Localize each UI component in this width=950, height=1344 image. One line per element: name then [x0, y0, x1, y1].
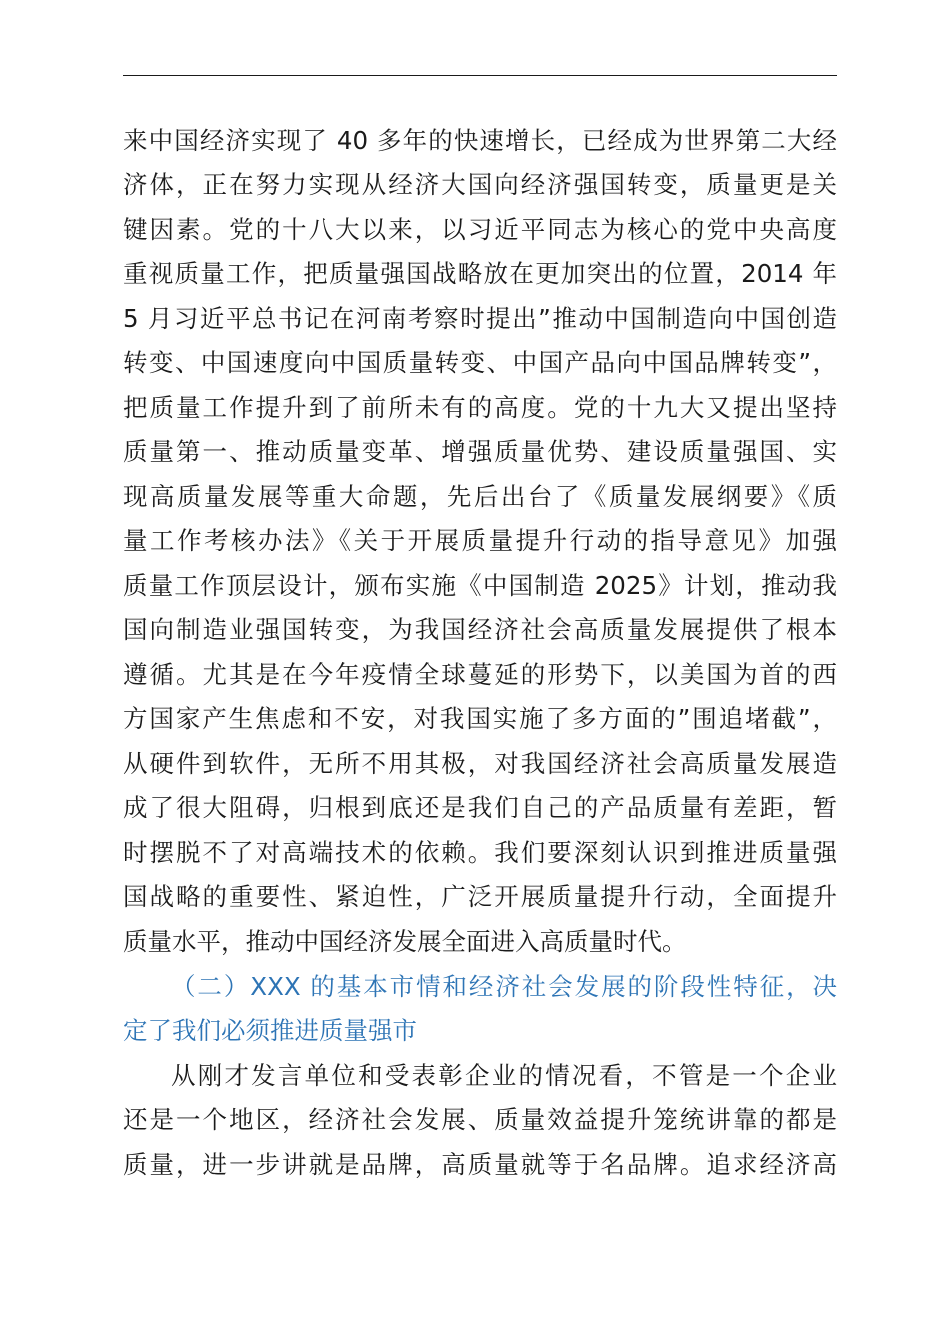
paragraph-1-line-8: 质量第一、推动质量变革、增强质量优势、建设质量强国、实 [123, 437, 837, 466]
paragraph-1-line-19: 质量水平，推动中国经济发展全面进入高质量时代。 [123, 927, 687, 956]
paragraph-1-line-10: 量工作考核办法》《关于开展质量提升行动的指导意见》加强 [123, 526, 837, 555]
paragraph-2-line-1: 从刚才发言单位和受表彰企业的情况看，不管是一个企业 [171, 1061, 837, 1090]
paragraph-1-line-18: 国战略的重要性、紧迫性，广泛开展质量提升行动，全面提升 [123, 882, 837, 911]
paragraph-1-line-1: 来中国经济实现了 40 多年的快速增长，已经成为世界第二大经 [123, 126, 837, 155]
section-heading-line-1: （二）XXX 的基本市情和经济社会发展的阶段性特征，决 [171, 972, 837, 1001]
section-heading-line-2: 定了我们必须推进质量强市 [123, 1016, 417, 1045]
paragraph-1-line-12: 国向制造业强国转变，为我国经济社会高质量发展提供了根本 [123, 615, 837, 644]
paragraph-1-line-6: 转变、中国速度向中国质量转变、中国产品向中国品牌转变”， [123, 348, 837, 377]
header-rule [123, 75, 837, 76]
paragraph-1-line-17: 时摆脱不了对高端技术的依赖。我们要深刻认识到推进质量强 [123, 838, 837, 867]
paragraph-1-line-5: 5 月习近平总书记在河南考察时提出”推动中国制造向中国创造 [123, 304, 837, 333]
paragraph-1-line-11: 质量工作顶层设计，颁布实施《中国制造 2025》计划，推动我 [123, 571, 837, 600]
paragraph-1-line-7: 把质量工作提升到了前所未有的高度。党的十九大又提出坚持 [123, 393, 837, 422]
paragraph-1-line-2: 济体，正在努力实现从经济大国向经济强国转变，质量更是关 [123, 170, 837, 199]
paragraph-1-line-14: 方国家产生焦虑和不安，对我国实施了多方面的”围追堵截”， [123, 704, 837, 733]
paragraph-1-line-16: 成了很大阻碍，归根到底还是我们自己的产品质量有差距，暂 [123, 793, 837, 822]
paragraph-2-line-2: 还是一个地区，经济社会发展、质量效益提升笼统讲靠的都是 [123, 1105, 837, 1134]
paragraph-1-line-9: 现高质量发展等重大命题，先后出台了《质量发展纲要》《质 [123, 482, 837, 511]
paragraph-2-line-3: 质量，进一步讲就是品牌，高质量就等于名品牌。追求经济高 [123, 1150, 837, 1179]
paragraph-1-line-4: 重视质量工作，把质量强国战略放在更加突出的位置，2014 年 [123, 259, 837, 288]
paragraph-1-line-15: 从硬件到软件，无所不用其极，对我国经济社会高质量发展造 [123, 749, 837, 778]
paragraph-1-line-13: 遵循。尤其是在今年疫情全球蔓延的形势下，以美国为首的西 [123, 660, 837, 689]
paragraph-1-line-3: 键因素。党的十八大以来，以习近平同志为核心的党中央高度 [123, 215, 837, 244]
